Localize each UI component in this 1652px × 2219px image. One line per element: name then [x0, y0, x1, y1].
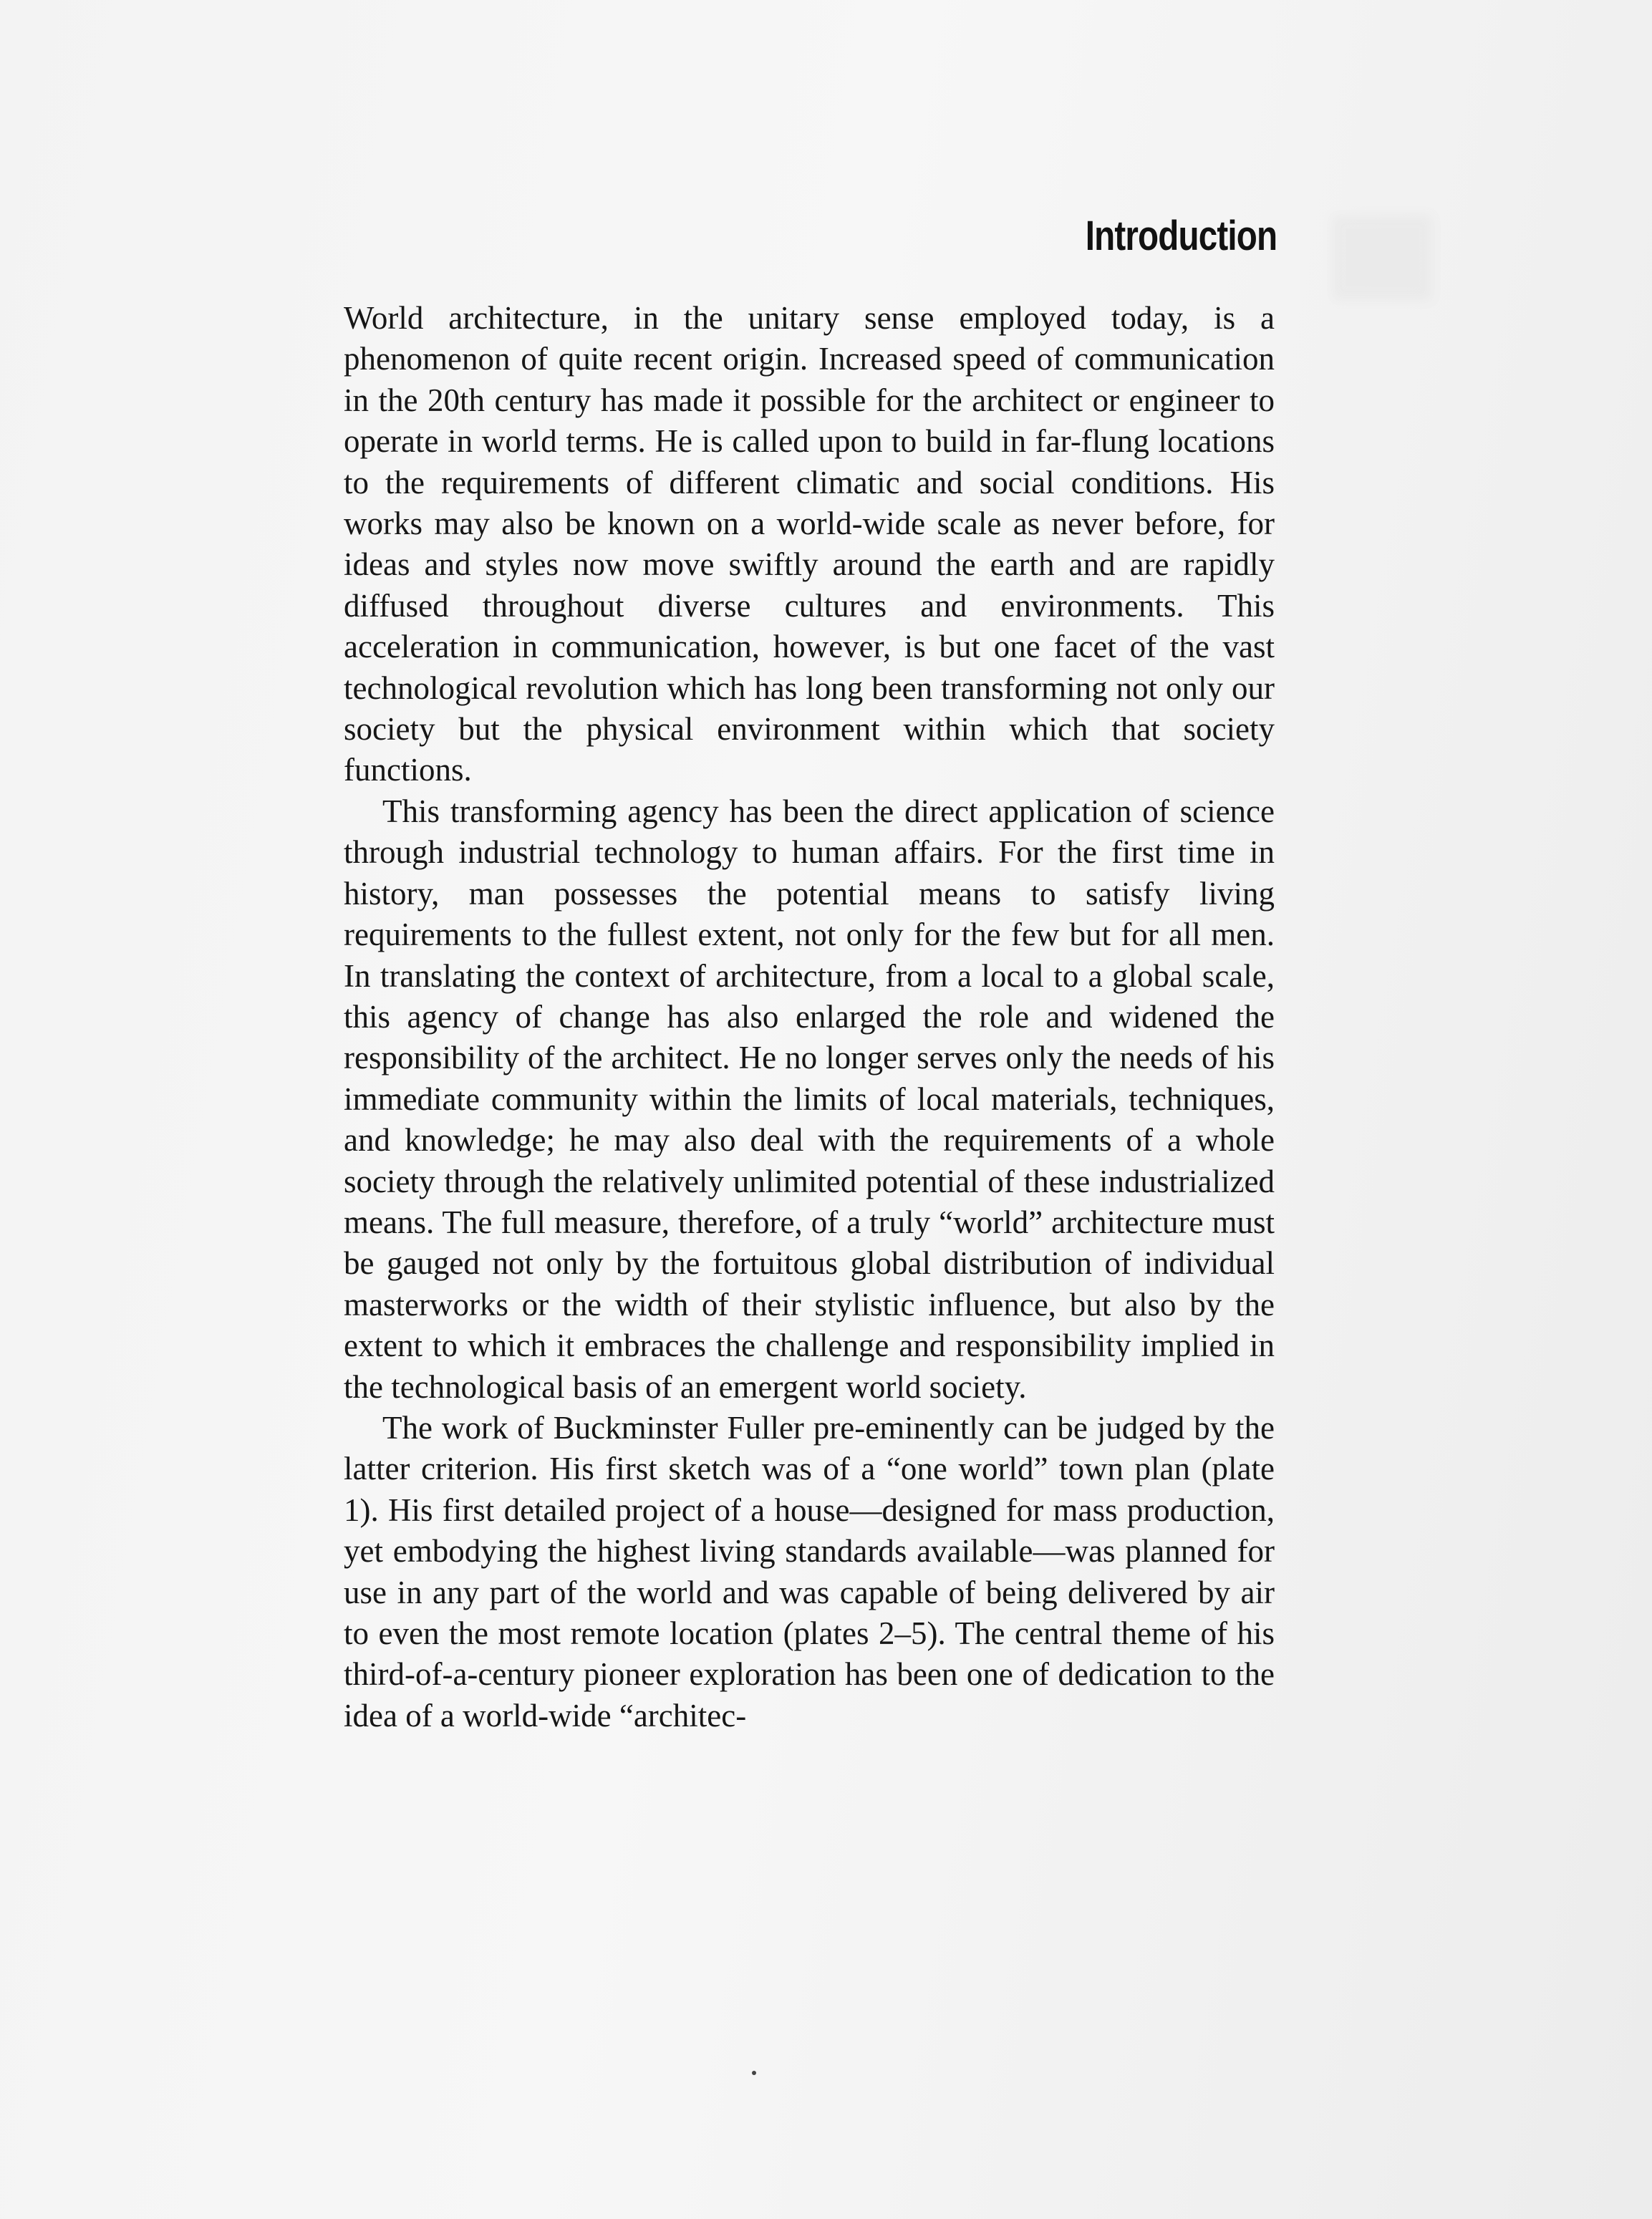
paragraph-1: World architecture, in the unitary sense employed today, is a phenomenon of quite recent origin. Increased speed of communication in the 20th century has made it possible for the architect or engineer to operate in world terms. He is called upon to build in far-flung locations to the requirements of different climatic and social conditions. His works may also be known on a world-wide scale as never before, for ideas and styles now move swiftly around the earth and are rapidly diffused throughout diverse cultures and environments. This acceleration in communication, however, is but one facet of the vast technological revolution which has long been transforming not only our society but the physical environment within which that society functions. [344, 300, 1275, 788]
show-through-mark [1332, 215, 1432, 301]
paragraph-3: The work of Buckminster Fuller pre-eminently can be judged by the latter criterion. His first sketch was of a “one world” town plan (plate 1). His first detailed project of a house—designed for mass production, yet embodying the highest living standards available—was planned for use in any part of the world and was capable of being delivered by air to even the most remote location (plates 2–5). The central theme of his third-of-a-century pioneer exploration has been one of dedication to the idea of a world-wide “architec- [344, 1409, 1275, 1734]
page-mark-dot [752, 2071, 756, 2075]
body-text [344, 298, 1275, 1736]
chapter-heading: Introduction [1085, 213, 1277, 259]
paragraph-2: This transforming agency has been the direct application of science through industrial technology to human affairs. For the first time in history, man possesses the potential means to satisfy living requirements to the fullest extent, not only for the few but for all men. In translating the context of architecture, from a local to a global scale, this agency of change has also enlarged the role and widened the responsibility of the architect. He no longer serves only the needs of his immediate community within the limits of local materials, techniques, and knowledge; he may also deal with the requirements of a whole society through the relatively unlimited potential of these industrialized means. The full measure, therefore, of a truly “world” architecture must be gauged not only by the fortuitous global distribution of individual masterworks or the width of their stylistic influence, but also by the extent to which it embraces the challenge and responsibility implied in the technological basis of an emergent world society. [344, 793, 1275, 1405]
